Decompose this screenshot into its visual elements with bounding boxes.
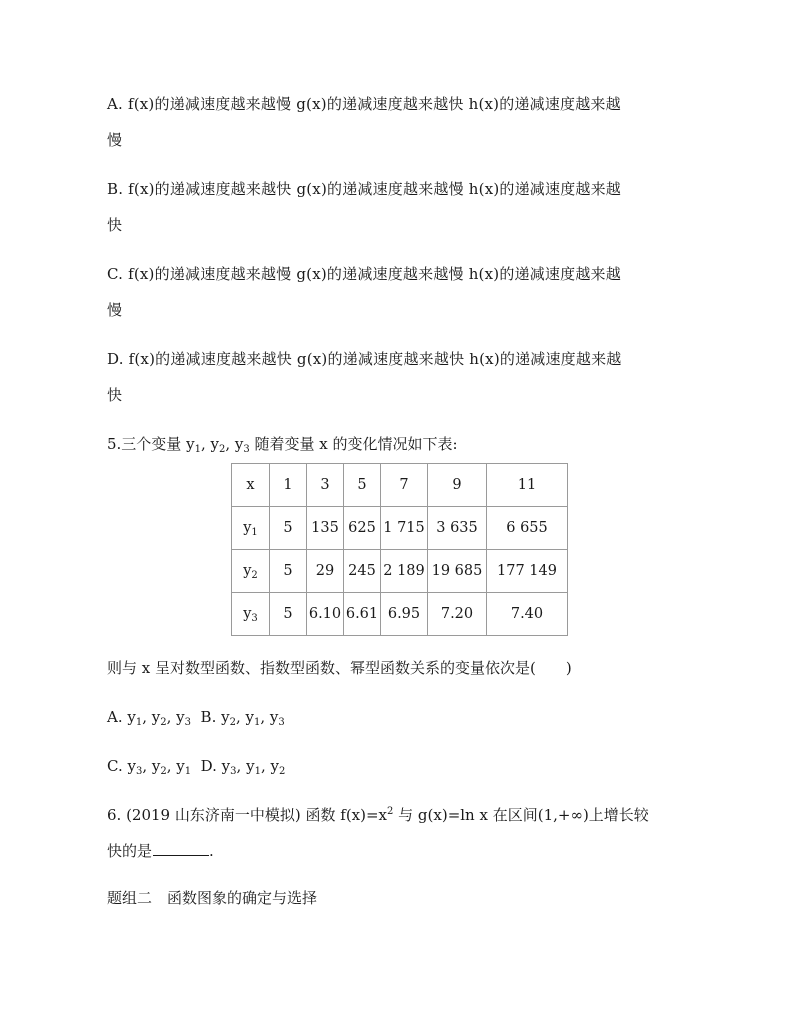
table-cell: 9: [428, 464, 487, 507]
option-a-line1: A. f(x)的递减速度越来越慢 g(x)的递减速度越来越快 h(x)的递减速度越来越: [107, 95, 621, 113]
table-cell: 6.95: [381, 593, 428, 636]
table-header-x: x: [232, 464, 270, 507]
table-cell: 2 189: [381, 550, 428, 593]
table-cell: 245: [344, 550, 381, 593]
question-5-options-ab: A. $y_1$, $y_2$, $y_3$ B. $y_2$, $y_1$, $y_3$: [107, 708, 285, 728]
table-cell: 3 635: [428, 507, 487, 550]
question-6-line1: 6. (2019 山东济南一中模拟) 函数 $f(x)=x^2$ 与 g(x)=ln x 在区间(1,+∞)上增长较: [107, 806, 649, 824]
table-cell: 7: [381, 464, 428, 507]
question-5-options-cd: C. $y_3$, $y_2$, $y_1$ D. $y_3$, $y_1$, $y_2$: [107, 757, 286, 777]
table-cell: 3: [307, 464, 344, 507]
table-cell: 1 715: [381, 507, 428, 550]
table-cell: 19 685: [428, 550, 487, 593]
question-5-intro: 5.三个变量 $y_1$, $y_2$, $y_3$ 随着变量 x 的变化情况如下表:: [107, 435, 458, 455]
table-cell: 5: [270, 550, 307, 593]
table-cell: 625: [344, 507, 381, 550]
section-heading: 题组二 函数图象的确定与选择: [107, 889, 318, 907]
question-6-line2: 快的是 .: [107, 842, 214, 860]
option-d-line2: 快: [107, 386, 123, 404]
table-cell: 5: [270, 593, 307, 636]
table-row-y3: [232, 593, 568, 636]
option-b-line2: 快: [107, 216, 123, 234]
table-cell: 6 655: [487, 507, 568, 550]
table-row-y2: [232, 550, 568, 593]
table-cell: 11: [487, 464, 568, 507]
table-cell: 135: [307, 507, 344, 550]
table-row-label: $y_2$: [232, 550, 270, 593]
table-cell: 29: [307, 550, 344, 593]
table-cell: 1: [270, 464, 307, 507]
table-cell: 7.20: [428, 593, 487, 636]
question-5-prompt: 则与 x 呈对数型函数、指数型函数、幂型函数关系的变量依次是( ): [107, 659, 572, 677]
option-a-line2: 慢: [107, 131, 123, 149]
table-cell: 7.40: [487, 593, 568, 636]
option-b-line1: B. f(x)的递减速度越来越快 g(x)的递减速度越来越慢 h(x)的递减速度越来越: [107, 180, 622, 198]
table-cell: 5: [270, 507, 307, 550]
variable-table: [231, 463, 568, 636]
option-c-line1: C. f(x)的递减速度越来越慢 g(x)的递减速度越来越慢 h(x)的递减速度越来越: [107, 265, 621, 283]
option-c-line2: 慢: [107, 301, 123, 319]
table-header-row: [232, 464, 568, 507]
table-row-label: $y_1$: [232, 507, 270, 550]
table-cell: 177 149: [487, 550, 568, 593]
table-cell: 6.61: [344, 593, 381, 636]
table-row-label: $y_3$: [232, 593, 270, 636]
table-row-y1: [232, 507, 568, 550]
option-d-line1: D. f(x)的递减速度越来越快 g(x)的递减速度越来越快 h(x)的递减速度越来越: [107, 350, 622, 368]
answer-blank[interactable]: [153, 841, 209, 856]
table-cell: 6.10: [307, 593, 344, 636]
table-cell: 5: [344, 464, 381, 507]
